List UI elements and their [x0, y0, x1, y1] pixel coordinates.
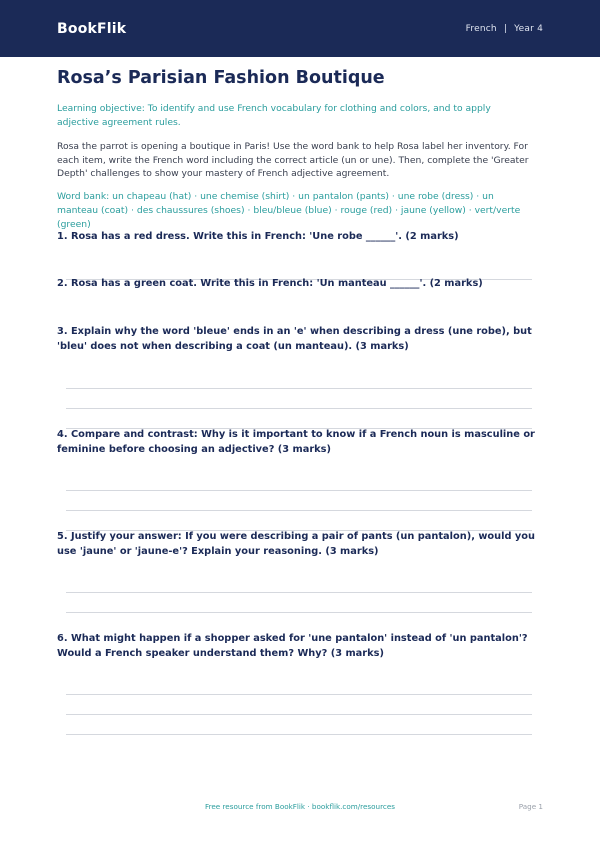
- answer-line[interactable]: [66, 612, 532, 613]
- subject-year-label: [466, 24, 543, 34]
- learning-objective: Learning objective: To identify and use French vocabulary for clothing and colors, and to apply adjective agreement rules.: [57, 103, 491, 128]
- page-header: [0, 0, 600, 57]
- answer-line[interactable]: [66, 714, 532, 715]
- answer-line[interactable]: [66, 694, 532, 695]
- answer-line[interactable]: [66, 388, 532, 389]
- answer-line[interactable]: [66, 734, 532, 735]
- answer-line[interactable]: [66, 408, 532, 409]
- answer-line[interactable]: [66, 592, 532, 593]
- year-label: Year 4: [514, 23, 543, 34]
- question-3: 3. Explain why the word 'bleue' ends in an 'e' when describing a dress (une robe), but 'bleu' does not when describing a coat (un manteau). (3 marks): [57, 326, 532, 352]
- page-footer: [0, 802, 600, 814]
- question-2: 2. Rosa has a green coat. Write this in French: 'Un manteau ______'. (2 marks): [57, 278, 483, 289]
- subject-label: French: [465, 23, 497, 34]
- answer-line[interactable]: [66, 510, 532, 511]
- question-6: 6. What might happen if a shopper asked for 'une pantalon' instead of 'un pantalon'? Would a French speaker understand them? Why? (3 marks): [57, 633, 528, 659]
- answer-line[interactable]: [66, 490, 532, 491]
- footer-credit[interactable]: Free resource from BookFlik · bookflik.com/resources: [204, 802, 396, 811]
- worksheet-intro: [57, 64, 533, 232]
- page-number: Page 1: [518, 802, 543, 811]
- instructions: Rosa the parrot is opening a boutique in Paris! Use the word bank to help Rosa label her inventory. For each item, write the French word including the correct article (un or une). Then, complete the 'Greater Depth' challenges to show your mastery of French adjective agreement.: [57, 141, 529, 179]
- worksheet-title: Rosa’s Parisian Fashion Boutique: [57, 68, 385, 88]
- question-5: 5. Justify your answer: If you were describing a pair of pants (un pantalon), would you use 'jaune' or 'jaune-e'? Explain your reasoning. (3 marks): [57, 531, 535, 557]
- header-separator: |: [503, 23, 508, 34]
- word-bank: Word bank: un chapeau (hat) · une chemise (shirt) · un pantalon (pants) · une robe (dress) · un manteau (coat) · des chaussures (shoes) · bleu/bleue (blue) · rouge (red) · jaune (yellow) · vert/verte (green): [57, 190, 521, 230]
- question-4: 4. Compare and contrast: Why is it important to know if a French noun is masculine or feminine before choosing an adjective? (3 marks): [57, 429, 535, 455]
- question-1: 1. Rosa has a red dress. Write this in French: 'Une robe ______'. (2 marks): [57, 231, 459, 242]
- brand-logo: BookFlik: [57, 20, 127, 37]
